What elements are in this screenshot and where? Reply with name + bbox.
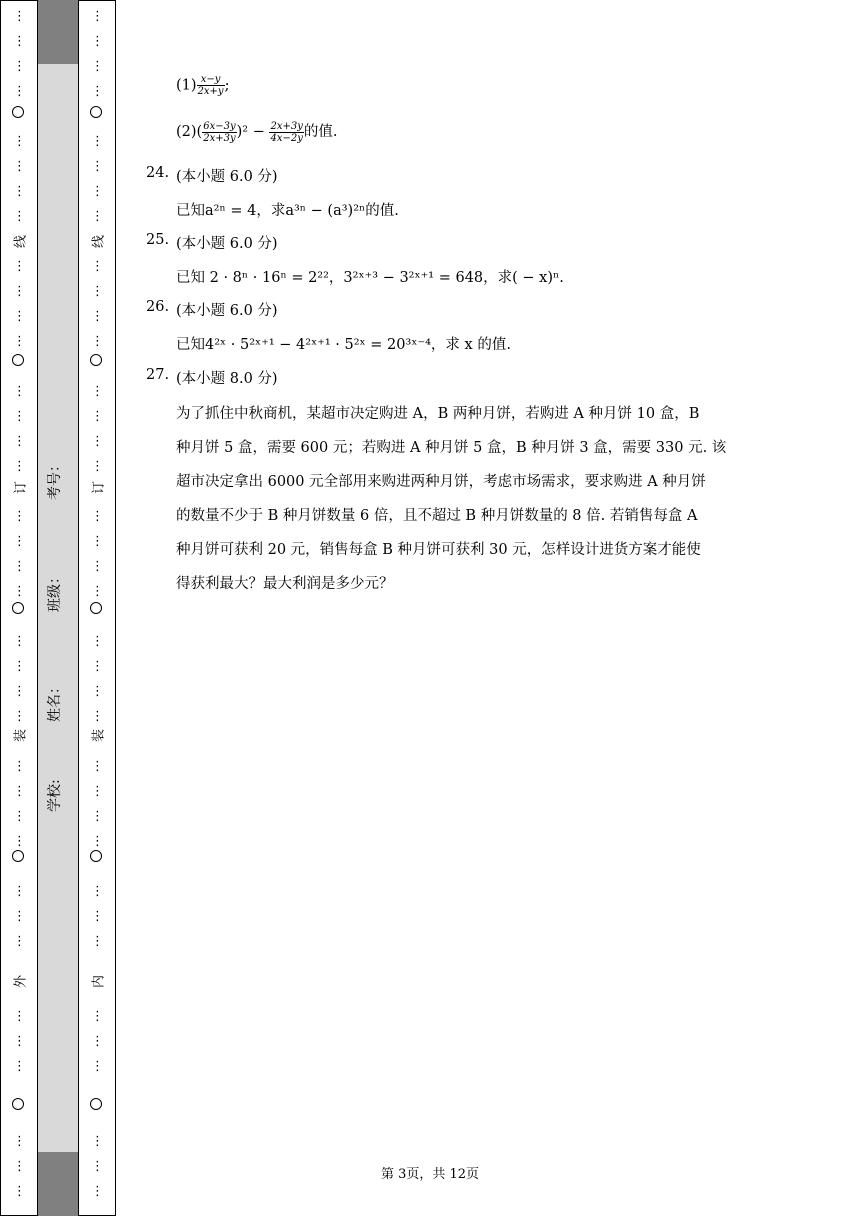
outer-binding-char: 线 — [13, 235, 29, 249]
problem-points: (本小题 6.0 分) — [176, 169, 278, 185]
binding-circle-mark — [12, 602, 24, 614]
binding-dot-mark: ⋮ — [91, 709, 103, 724]
binding-dot-mark: ⋮ — [91, 1184, 103, 1199]
binding-dot-mark: ⋮ — [13, 84, 25, 99]
binding-dot-mark: ⋮ — [91, 1009, 103, 1024]
problem-26-header — [146, 299, 278, 319]
problem-23-part-1: (1) $\frac{x-y}{2x+y}$ ; — [176, 74, 230, 97]
binding-dot-mark: ⋮ — [91, 184, 103, 199]
problem-number: 24. — [146, 165, 170, 181]
student-info — [38, 0, 78, 1216]
binding-dot-mark: ⋮ — [91, 134, 103, 149]
binding-circle-mark — [90, 354, 102, 366]
binding-dot-mark: ⋮ — [91, 84, 103, 99]
binding-dot-mark: ⋮ — [13, 559, 25, 574]
problem-24-header — [146, 165, 278, 185]
binding-dot-mark: ⋮ — [91, 459, 103, 474]
binding-dot-mark: ⋮ — [91, 884, 103, 899]
binding-dot-mark: ⋮ — [13, 834, 25, 849]
binding-inner-marks — [78, 0, 116, 1216]
problem-27-line: 种月饼可获利 20 元，销售每盒 B 种月饼可获利 30 元，怎样设计进货方案才能使 — [176, 542, 701, 558]
problem-26-body: 已知4²ˣ · 5²ˣ⁺¹ − 4²ˣ⁺¹ · 5²ˣ = 20³ˣ⁻⁴，求 x 的值. — [176, 337, 511, 353]
problem-points: (本小题 6.0 分) — [176, 236, 278, 252]
binding-dot-mark: ⋮ — [13, 759, 25, 774]
problem-27-line: 的数量不少于 B 种月饼数量 6 倍，且不超过 B 种月饼数量的 8 倍. 若销售每盒 A — [176, 508, 698, 524]
binding-dot-mark: ⋮ — [91, 634, 103, 649]
problem-27-header — [146, 367, 278, 387]
binding-circle-mark — [90, 850, 102, 862]
binding-dot-mark: ⋮ — [91, 759, 103, 774]
outer-binding-char: 装 — [13, 729, 29, 743]
problem-number: 27. — [146, 367, 170, 383]
binding-dot-mark: ⋮ — [91, 259, 103, 274]
binding-dot-mark: ⋮ — [13, 934, 25, 949]
binding-dot-mark: ⋮ — [91, 559, 103, 574]
problem-27-line: 为了抓住中秋商机，某超市决定购进 A，B 两种月饼，若购进 A 种月饼 10 盒，B — [176, 406, 700, 422]
name-label: 姓名： — [47, 680, 63, 722]
binding-dot-mark: ⋮ — [91, 1159, 103, 1174]
problem-23-part-2: (2)( $\frac{6x-3y}{2x+3y}$ )² − $\frac{2x+3y}{4x-2y}$ 的值. — [176, 120, 338, 144]
binding-dot-mark: ⋮ — [13, 1184, 25, 1199]
binding-dot-mark: ⋮ — [91, 809, 103, 824]
binding-dot-mark: ⋮ — [13, 184, 25, 199]
binding-dot-mark: ⋮ — [13, 909, 25, 924]
binding-dot-mark: ⋮ — [91, 309, 103, 324]
binding-dot-mark: ⋮ — [91, 934, 103, 949]
binding-dot-mark: ⋮ — [13, 1134, 25, 1149]
problem-25-header — [146, 232, 278, 252]
binding-dot-mark: ⋮ — [91, 659, 103, 674]
binding-circle-mark — [12, 106, 24, 118]
binding-dot-mark: ⋮ — [13, 309, 25, 324]
binding-dot-mark: ⋮ — [91, 784, 103, 799]
binding-dot-mark: ⋮ — [91, 834, 103, 849]
inner-binding-char: 订 — [91, 481, 107, 495]
binding-dot-mark: ⋮ — [91, 384, 103, 399]
binding-dot-mark: ⋮ — [91, 159, 103, 174]
problem-27-line: 得获利最大？最大利润是多少元？ — [176, 576, 394, 592]
binding-dot-mark: ⋮ — [13, 334, 25, 349]
binding-dot-mark: ⋮ — [13, 784, 25, 799]
problem-27-line: 种月饼 5 盒，需要 600 元；若购进 A 种月饼 5 盒，B 种月饼 3 盒，需要 330 元. 该 — [176, 440, 727, 456]
binding-circle-mark — [12, 1098, 24, 1110]
binding-dot-mark: ⋮ — [13, 9, 25, 24]
binding-dot-mark: ⋮ — [13, 1159, 25, 1174]
binding-dot-mark: ⋮ — [91, 509, 103, 524]
binding-dot-mark: ⋮ — [91, 9, 103, 24]
binding-dot-mark: ⋮ — [13, 1034, 25, 1049]
inner-binding-char: 装 — [91, 729, 107, 743]
binding-dot-mark: ⋮ — [91, 284, 103, 299]
binding-dot-mark: ⋮ — [13, 1009, 25, 1024]
binding-dot-mark: ⋮ — [91, 334, 103, 349]
binding-circle-mark — [12, 354, 24, 366]
binding-dot-mark: ⋮ — [13, 534, 25, 549]
binding-circle-mark — [90, 602, 102, 614]
binding-dot-mark: ⋮ — [13, 459, 25, 474]
binding-dot-mark: ⋮ — [91, 909, 103, 924]
binding-circle-mark — [90, 1098, 102, 1110]
page-footer: 第 3页，共 12页 — [380, 1167, 480, 1182]
binding-dot-mark: ⋮ — [13, 634, 25, 649]
outer-binding-char: 外 — [13, 975, 29, 989]
binding-dot-mark: ⋮ — [91, 209, 103, 224]
binding-dot-mark: ⋮ — [13, 434, 25, 449]
class-label: 班级： — [47, 570, 63, 612]
problem-27-line: 超市决定拿出 6000 元全部用来购进两种月饼，考虑市场需求，要求购进 A 种月饼 — [176, 474, 706, 490]
binding-dot-mark: ⋮ — [13, 209, 25, 224]
binding-dot-mark: ⋮ — [13, 684, 25, 699]
binding-dot-mark: ⋮ — [13, 159, 25, 174]
problem-number: 25. — [146, 232, 170, 248]
problem-points: (本小题 6.0 分) — [176, 303, 278, 319]
inner-binding-char: 内 — [91, 975, 107, 989]
binding-dot-mark: ⋮ — [13, 709, 25, 724]
binding-dot-mark: ⋮ — [13, 384, 25, 399]
binding-dot-mark: ⋮ — [91, 1034, 103, 1049]
binding-dot-mark: ⋮ — [91, 1059, 103, 1074]
binding-dot-mark: ⋮ — [13, 809, 25, 824]
binding-dot-mark: ⋮ — [91, 409, 103, 424]
binding-circle-mark — [12, 850, 24, 862]
problem-points: (本小题 8.0 分) — [176, 371, 278, 387]
binding-dot-mark: ⋮ — [13, 409, 25, 424]
exam-no-label: 考号： — [47, 458, 63, 500]
binding-dot-mark: ⋮ — [13, 34, 25, 49]
binding-dot-mark: ⋮ — [13, 259, 25, 274]
inner-binding-char: 线 — [91, 235, 107, 249]
binding-dot-mark: ⋮ — [91, 34, 103, 49]
binding-dot-mark: ⋮ — [13, 584, 25, 599]
binding-dot-mark: ⋮ — [91, 434, 103, 449]
binding-circle-mark — [90, 106, 102, 118]
binding-outer-marks — [0, 0, 38, 1216]
problem-number: 26. — [146, 299, 170, 315]
binding-dot-mark: ⋮ — [13, 659, 25, 674]
outer-binding-char: 订 — [13, 481, 29, 495]
binding-dot-mark: ⋮ — [13, 134, 25, 149]
binding-dot-mark: ⋮ — [91, 684, 103, 699]
binding-dot-mark: ⋮ — [91, 1134, 103, 1149]
binding-dot-mark: ⋮ — [13, 1059, 25, 1074]
binding-dot-mark: ⋮ — [91, 534, 103, 549]
binding-dot-mark: ⋮ — [13, 884, 25, 899]
binding-dot-mark: ⋮ — [91, 59, 103, 74]
binding-dot-mark: ⋮ — [13, 509, 25, 524]
binding-dot-mark: ⋮ — [13, 284, 25, 299]
problem-24-body: 已知a²ⁿ = 4，求a³ⁿ − (a³)²ⁿ的值. — [176, 203, 399, 219]
binding-dot-mark: ⋮ — [91, 584, 103, 599]
problem-25-body: 已知 2 · 8ⁿ · 16ⁿ = 2²²，3²ˣ⁺³ − 3²ˣ⁺¹ = 648，求( − x)ⁿ. — [176, 270, 564, 286]
school-label: 学校: — [47, 779, 63, 812]
binding-dot-mark: ⋮ — [13, 59, 25, 74]
